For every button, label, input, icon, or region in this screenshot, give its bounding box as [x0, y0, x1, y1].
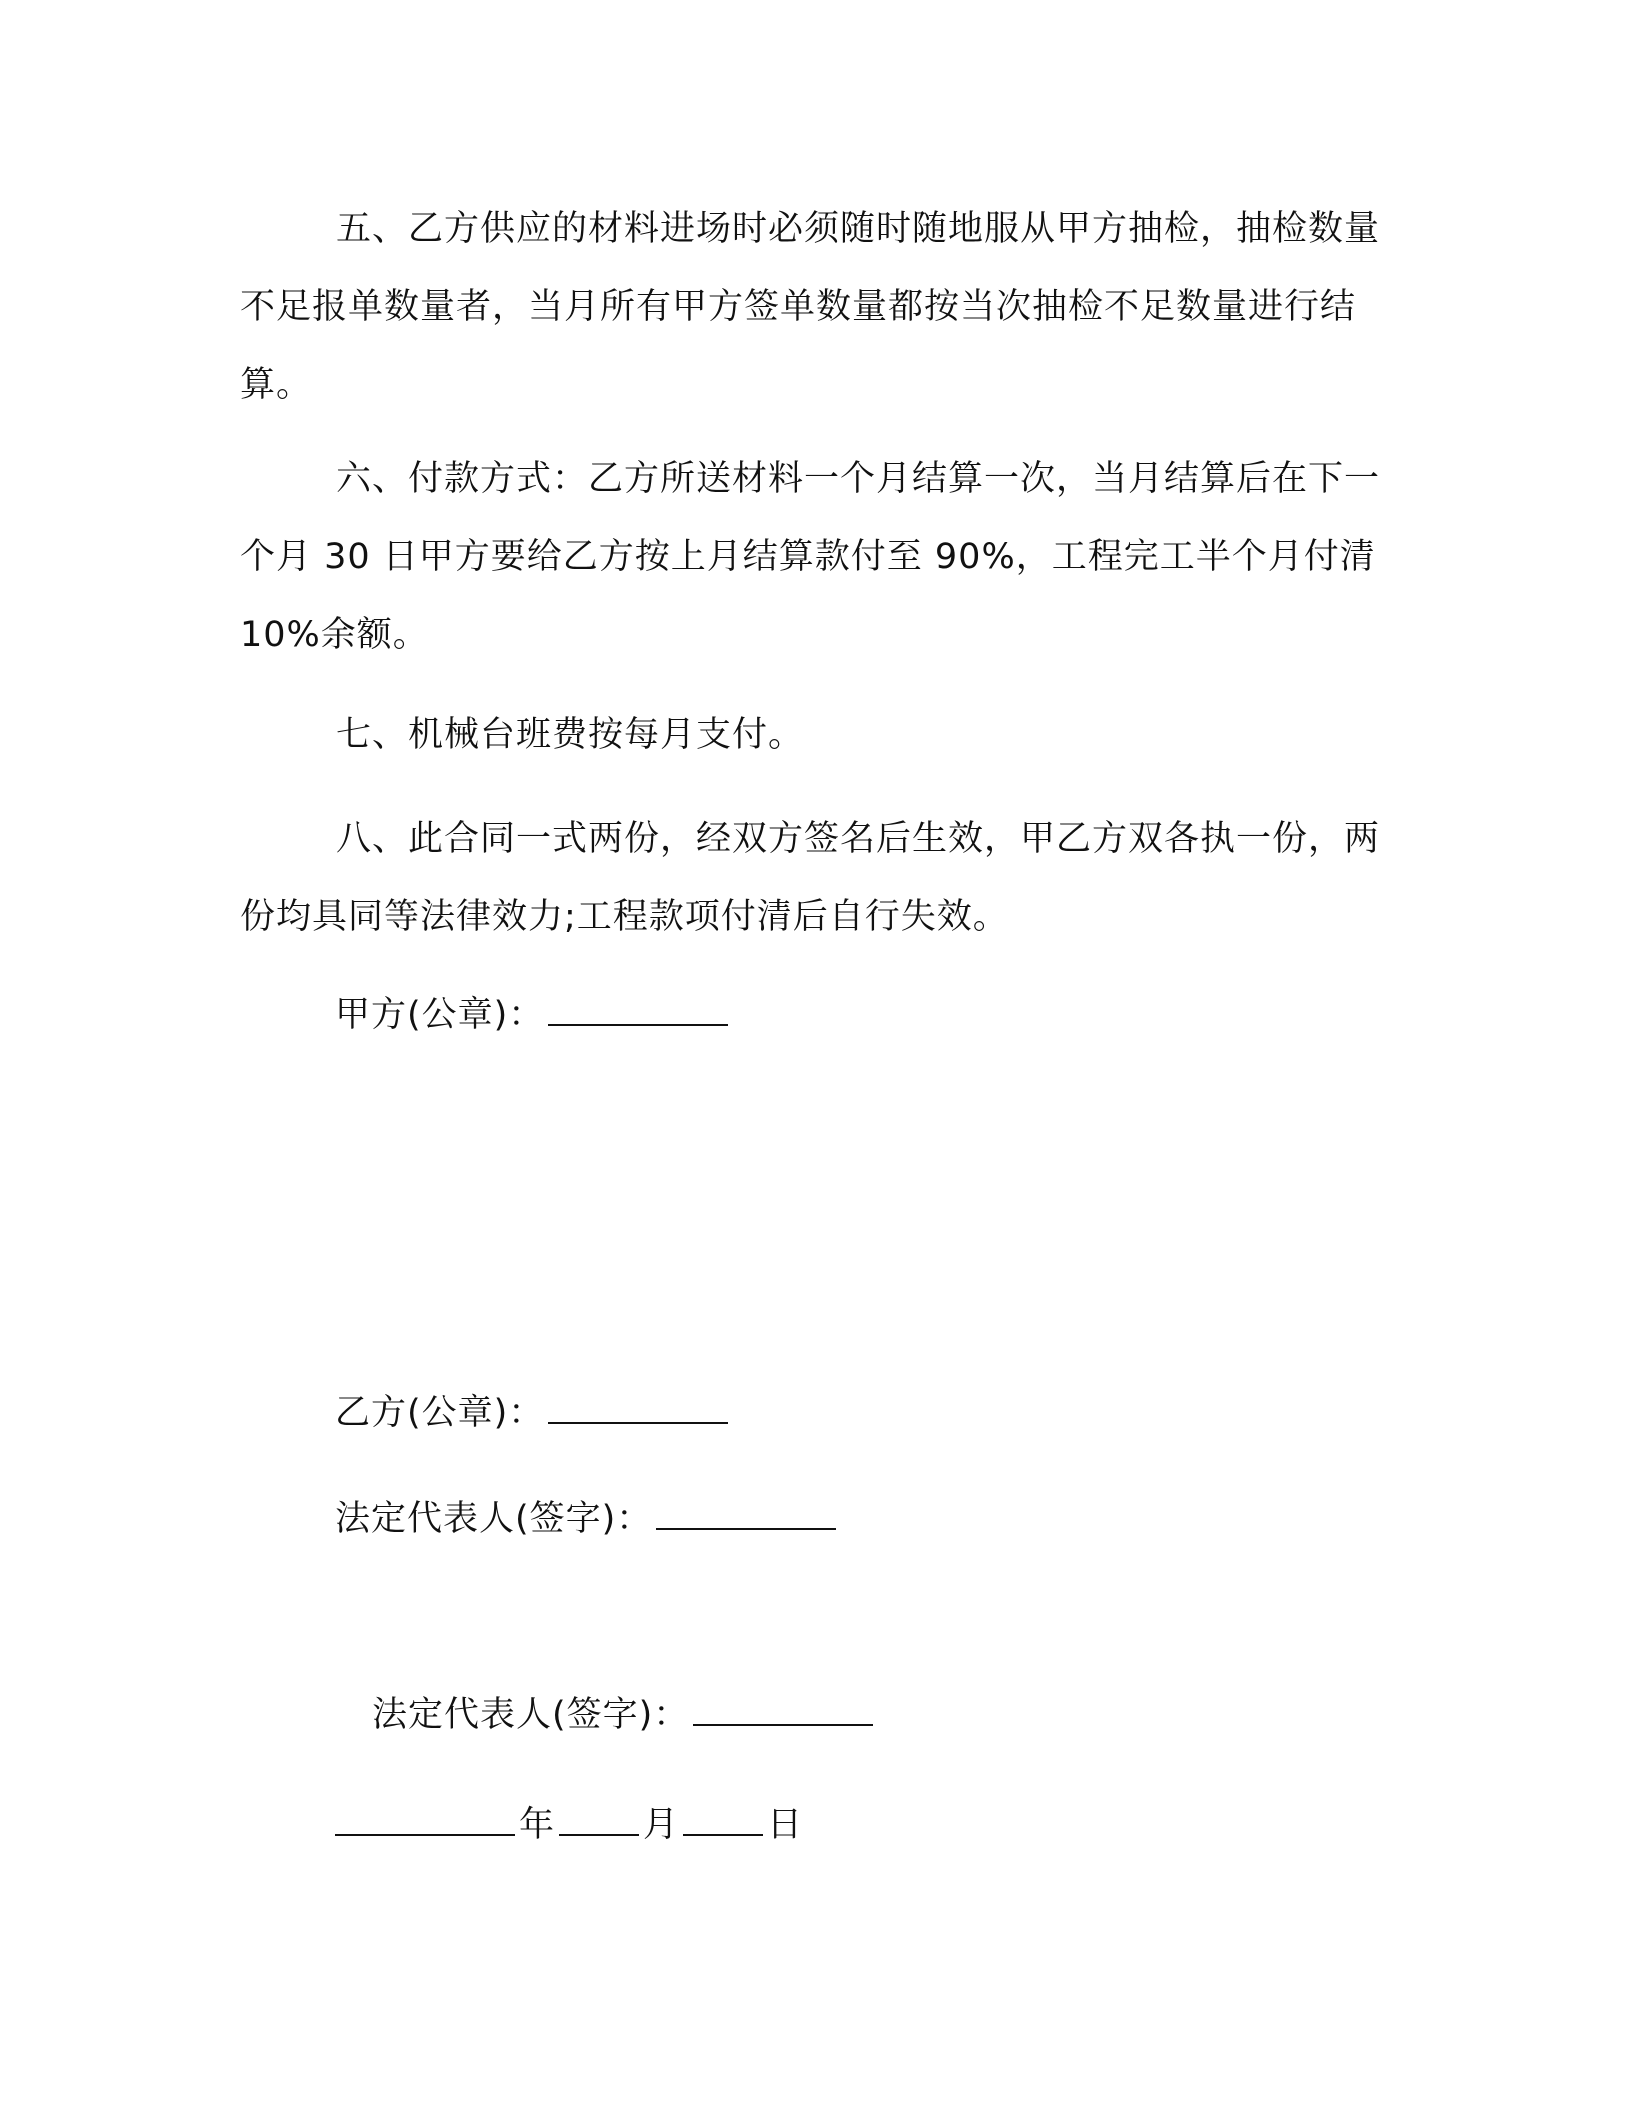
party-b-blank[interactable]: [548, 1422, 728, 1424]
legal-rep-blank-1[interactable]: [656, 1528, 836, 1530]
legal-rep-label-2: 法定代表人(签字)：: [372, 1695, 690, 1735]
year-blank[interactable]: [335, 1834, 515, 1836]
year-label: 年: [519, 1805, 556, 1845]
clause-7-paragraph: 七、机械台班费按每月支付。: [336, 715, 805, 755]
month-blank[interactable]: [559, 1834, 639, 1836]
day-blank[interactable]: [683, 1834, 763, 1836]
month-label: 月: [643, 1805, 680, 1845]
legal-rep-signature-line-2: [372, 1690, 877, 1740]
party-b-signature-line: [335, 1388, 732, 1438]
legal-rep-blank-2[interactable]: [693, 1724, 873, 1726]
party-b-label: 乙方(公章)：: [335, 1393, 545, 1433]
clause-5-paragraph: 五、乙方供应的材料进场时必须随时随地服从甲方抽检，抽检数量不足报单数量者，当月所有甲方签单数量都按当次抽检不足数量进行结算。: [240, 209, 1381, 405]
clause-8-paragraph: 八、此合同一式两份，经双方签名后生效，甲乙方双各执一份，两份均具同等法律效力;工程款项付清后自行失效。: [240, 819, 1381, 937]
date-line: [335, 1800, 803, 1850]
legal-rep-label-1: 法定代表人(签字)：: [335, 1499, 653, 1539]
clause-6-paragraph: 六、付款方式：乙方所送材料一个月结算一次，当月结算后在下一个月 30 日甲方要给乙方按上月结算款付至 90%，工程完工半个月付清 10%余额。: [240, 459, 1381, 655]
party-a-label: 甲方(公章)：: [335, 995, 545, 1035]
legal-rep-signature-line-1: [335, 1494, 840, 1544]
party-a-signature-line: [335, 990, 732, 1040]
party-a-blank[interactable]: [548, 1024, 728, 1026]
day-label: 日: [767, 1805, 804, 1845]
